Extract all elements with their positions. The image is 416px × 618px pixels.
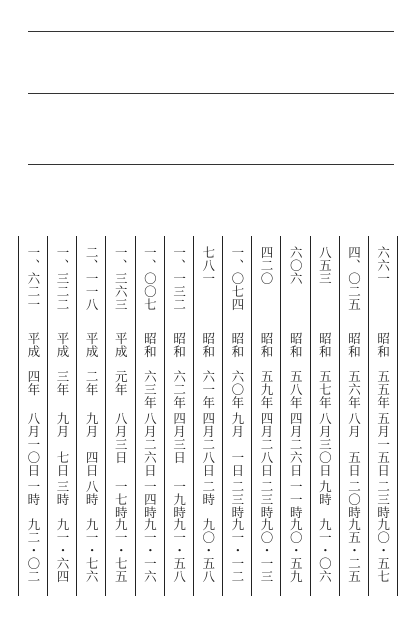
amount-cell: 一、三二二: [54, 246, 70, 311]
date-cell: 八月三〇日: [317, 412, 333, 477]
ref-cell: 九一・〇六: [317, 518, 333, 583]
era-cell: 平成: [113, 332, 129, 358]
year-cell: 六三年: [142, 370, 158, 409]
year-cell: 五九年: [259, 370, 275, 409]
amount-cell: 一、六二一: [25, 246, 41, 311]
date-cell: 八月 五日: [346, 412, 362, 477]
table-row: [222, 236, 251, 596]
ref-cell: 九一・六四: [54, 518, 70, 583]
date-cell: 四月二八日: [259, 412, 275, 477]
time-cell: 二三時: [375, 480, 391, 519]
date-cell: 八月一〇日: [25, 412, 41, 477]
table-row: [251, 236, 280, 596]
ref-cell: 九一・一二: [229, 518, 245, 583]
time-cell: 一時: [25, 480, 41, 506]
era-cell: 昭和: [200, 332, 216, 358]
ref-cell: 九二・〇二: [25, 518, 41, 583]
amount-cell: 六〇六: [288, 246, 304, 285]
era-cell: 平成: [25, 332, 41, 358]
amount-cell: 六六一: [375, 246, 391, 285]
era-cell: 昭和: [142, 332, 158, 358]
time-cell: 八時: [84, 480, 100, 506]
era-cell: 昭和: [229, 332, 245, 358]
era-cell: 昭和: [288, 332, 304, 358]
era-cell: 昭和: [259, 332, 275, 358]
time-cell: 一七時: [113, 480, 129, 519]
date-cell: 四月三日: [171, 412, 187, 464]
ref-cell: 九一・五八: [171, 518, 187, 583]
year-cell: 元年: [113, 370, 129, 396]
ref-cell: 九五・二五: [346, 518, 362, 583]
time-cell: 九時: [317, 480, 333, 506]
table-row: [105, 236, 134, 596]
year-cell: 三年: [54, 370, 70, 396]
year-cell: 二年: [84, 370, 100, 396]
year-cell: 六〇年: [229, 370, 245, 409]
ref-cell: 九一・七六: [84, 518, 100, 583]
era-cell: 平成: [54, 332, 70, 358]
era-cell: 平成: [84, 332, 100, 358]
table-row: [193, 236, 222, 596]
amount-cell: 四二〇: [259, 246, 275, 285]
date-cell: 四月二六日: [288, 412, 304, 477]
era-cell: 昭和: [317, 332, 333, 358]
ref-cell: 九〇・五九: [288, 518, 304, 583]
column-rule: [397, 236, 398, 596]
year-cell: 六一年: [200, 370, 216, 409]
table-row: [18, 236, 47, 596]
ref-cell: 九一・七五: [113, 518, 129, 583]
amount-cell: 一、〇七四: [229, 246, 245, 311]
date-cell: 九月 四日: [84, 412, 100, 477]
amount-cell: 一、〇〇七: [142, 246, 158, 311]
year-cell: 五六年: [346, 370, 362, 409]
date-cell: 五月一五日: [375, 412, 391, 477]
date-cell: 四月二八日: [200, 412, 216, 477]
ref-cell: 九〇・五八: [200, 518, 216, 583]
amount-cell: 二、一一八: [84, 246, 100, 311]
year-cell: 五八年: [288, 370, 304, 409]
time-cell: 一四時: [142, 480, 158, 519]
time-cell: 二〇時: [346, 480, 362, 519]
date-cell: 九月 一日: [229, 412, 245, 477]
ref-cell: 九一・一六: [142, 518, 158, 583]
time-cell: 一一時: [288, 480, 304, 519]
table-row: [76, 236, 105, 596]
era-cell: 昭和: [375, 332, 391, 358]
amount-cell: 一、三六三: [113, 246, 129, 311]
top-rule: [28, 31, 394, 32]
amount-cell: 四、〇二五: [346, 246, 362, 311]
amount-cell: 一、一三二: [171, 246, 187, 311]
amount-cell: 八五三: [317, 246, 333, 285]
era-cell: 昭和: [171, 332, 187, 358]
table-row: [310, 236, 339, 596]
lower-rule: [28, 164, 394, 165]
date-cell: 八月二六日: [142, 412, 158, 477]
table-row: [339, 236, 368, 596]
date-cell: 九月 七日: [54, 412, 70, 477]
year-cell: 四年: [25, 370, 41, 396]
table-row: [164, 236, 193, 596]
middle-rule: [28, 93, 394, 94]
ref-cell: 九〇・一三: [259, 518, 275, 583]
era-cell: 昭和: [346, 332, 362, 358]
date-cell: 八月三日: [113, 412, 129, 464]
year-cell: 五五年: [375, 370, 391, 409]
year-cell: 六二年: [171, 370, 187, 409]
amount-cell: 七八一: [200, 246, 216, 285]
time-cell: 一九時: [171, 480, 187, 519]
time-cell: 二三時: [259, 480, 275, 519]
time-cell: 三時: [54, 480, 70, 506]
data-table: [18, 236, 397, 596]
time-cell: 二三時: [229, 480, 245, 519]
year-cell: 五七年: [317, 370, 333, 409]
time-cell: 二時: [200, 480, 216, 506]
table-row: [135, 236, 164, 596]
table-row: [368, 236, 397, 596]
table-row: [280, 236, 309, 596]
ref-cell: 九〇・五七: [375, 518, 391, 583]
table-row: [47, 236, 76, 596]
